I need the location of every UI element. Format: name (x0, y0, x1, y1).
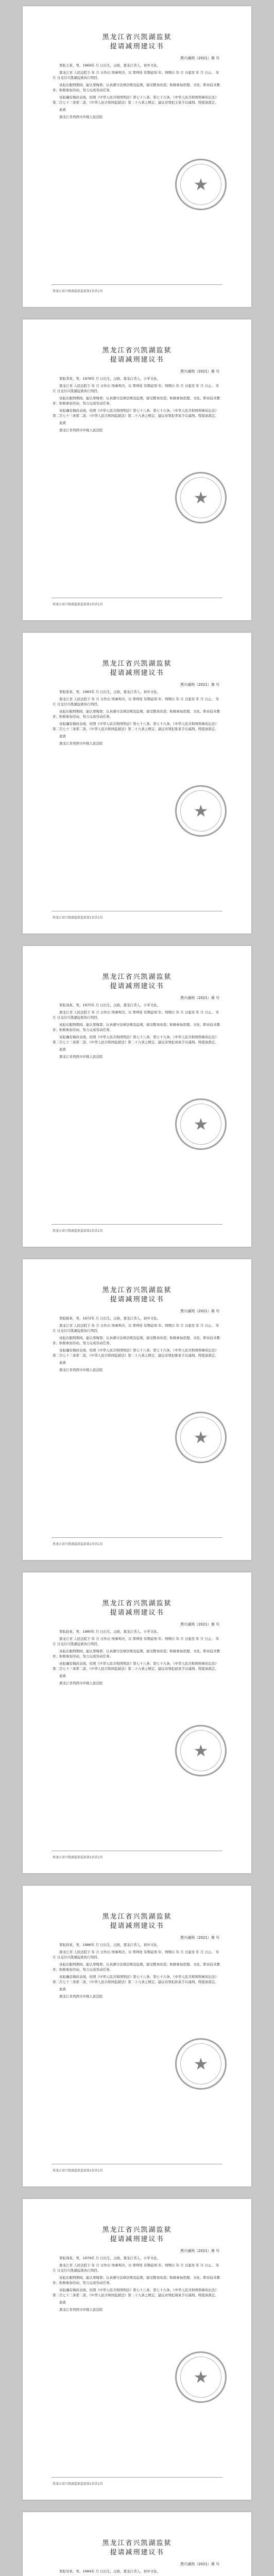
body-paragraph: 该犯在服刑期间，能认罪悔罪；认真遵守法律法规及监规，接受教育改造；积极参加思想、文化、职业技术教育；积极参加劳动，努力完成劳动任务。 (53, 1336, 220, 1345)
title-organization: 黑龙江省兴凯湖监狱 (102, 660, 172, 668)
body-paragraph: 黑龙江省鸡西市中级人民法院 (59, 1055, 103, 1059)
title-organization: 黑龙江省兴凯湖监狱 (102, 1600, 172, 1607)
document-number: 黑兴减刑（2021）第 号 (180, 2562, 219, 2566)
official-seal-stamp (175, 1725, 227, 1776)
official-seal-stamp (175, 2351, 227, 2403)
body-paragraph: 罪犯陈某，男，1972年 月 日出生，汉族，黑龙江省人，初中文化。 (59, 1316, 161, 1320)
body-paragraph: 黑龙江省鸡西市中级人民法院 (59, 741, 103, 745)
document-number: 黑兴减刑（2021）第 号 (180, 1936, 219, 1940)
body-paragraph: 该犯确有悔改表现，依照《中华人民共和国刑法》第七十八条、第七十九条，《中华人民共和国刑事诉讼法》第二百七十三条第二款，《中华人民共和国监狱法》第二十九条之规定，建议对罪犯陈某予以减刑。特提请裁定。 (53, 1348, 218, 1358)
body-paragraph: 罪犯王某，男，1969年 月 日出生，汉族，黑龙江省人，初中文化。 (59, 63, 161, 67)
body-paragraph: 此致 (59, 421, 66, 425)
document-body (53, 1942, 221, 2001)
document-number: 黑兴减刑（2021）第 号 (180, 56, 219, 60)
title-organization: 黑龙江省兴凯湖监狱 (102, 1913, 172, 1921)
title-organization: 黑龙江省兴凯湖监狱 (102, 2226, 172, 2234)
body-paragraph: 该犯确有悔改表现，依照《中华人民共和国刑法》第七十八条、第七十九条，《中华人民共和国刑事诉讼法》第二百七十三条第二款，《中华人民共和国监狱法》第二十九条之规定，建议对罪犯李某予以减刑。特提请裁定。 (53, 409, 218, 418)
page-title (23, 1599, 251, 1618)
page-title (23, 2226, 251, 2244)
body-paragraph: 罪犯张某，男，1983年 月 日出生，汉族，黑龙江省人，初中文化。 (59, 690, 161, 694)
body-paragraph: 该犯在服刑期间，能认罪悔罪；认真遵守法律法规及监规，接受教育改造；积极参加思想、文化、职业技术教育；积极参加劳动，努力完成劳动任务。 (53, 2276, 220, 2285)
title-document-type: 提请减刑建议书 (110, 1296, 164, 1303)
document-page (23, 1259, 251, 1560)
title-organization: 黑龙江省兴凯湖监狱 (102, 347, 172, 354)
document-number: 黑兴减刑（2021）第 号 (180, 2249, 219, 2253)
body-paragraph: 该犯在服刑期间，能认罪悔罪；认真遵守法律法规及监规，接受教育改造；积极参加思想、文化、职业技术教育；积极参加劳动，努力完成劳动任务。 (53, 1023, 220, 1032)
document-page (23, 319, 251, 620)
body-paragraph: 黑龙江省鸡西市中级人民法院 (59, 428, 103, 432)
document-page (23, 633, 251, 934)
body-paragraph: 该犯在服刑期间，能认罪悔罪；认真遵守法律法规及监规，接受教育改造；积极参加思想、文化、职业技术教育；积极参加劳动，努力完成劳动任务。 (53, 396, 220, 405)
page-footer: 黑龙江省兴凯湖监狱监狱第1页共1页 (53, 916, 103, 920)
body-paragraph: 此致 (59, 1361, 66, 1365)
official-seal-stamp (175, 1412, 227, 1463)
document-body (53, 63, 221, 122)
document-page (23, 1886, 251, 2187)
body-paragraph: 此致 (59, 108, 66, 112)
official-seal-stamp (175, 472, 227, 523)
document-page (23, 1572, 251, 1873)
body-paragraph: 此致 (59, 2300, 66, 2304)
body-paragraph: 黑龙江省 人民法院于 年 月 日作出 刑事判决，以 罪判处 有期徒刑 年。刑期自 年 月 日起至 年 月 日止。 年 月 日交付兴凯湖监狱执行刑罚。 (53, 71, 219, 80)
page-title (23, 2539, 251, 2557)
page-footer: 黑龙江省兴凯湖监狱监狱第1页共1页 (53, 1229, 103, 1233)
title-organization: 黑龙江省兴凯湖监狱 (102, 973, 172, 981)
body-paragraph: 罪犯刘某，男，1975年 月 日出生，汉族，黑龙江省人，小学文化。 (59, 1003, 161, 1007)
body-paragraph: 黑龙江省 人民法院于 年 月 日作出 刑事判决，以 罪判处 有期徒刑 年。刑期自 年 月 日起至 年 月 日止。 年 月 日交付兴凯湖监狱执行刑罚。 (53, 2263, 219, 2273)
document-body (53, 376, 221, 435)
title-organization: 黑龙江省兴凯湖监狱 (102, 2539, 172, 2547)
footer-divider (52, 1224, 222, 1225)
document-number: 黑兴减刑（2021）第 号 (180, 1309, 219, 1313)
seal-star-icon: ★ (193, 1741, 209, 1760)
title-document-type: 提请减刑建议书 (110, 43, 164, 50)
page-title (23, 33, 251, 52)
footer-divider (52, 2477, 222, 2478)
document-page (23, 2199, 251, 2500)
title-document-type: 提请减刑建议书 (110, 356, 164, 364)
body-paragraph: 黑龙江省 人民法院于 年 月 日作出 刑事判决，以 罪判处 有期徒刑 年。刑期自 年 月 日起至 年 月 日止。 年 月 日交付兴凯湖监狱执行刑罚。 (53, 384, 219, 393)
document-body (53, 689, 221, 748)
body-paragraph: 黑龙江省鸡西市中级人民法院 (59, 1368, 103, 1372)
title-document-type: 提请减刑建议书 (110, 2235, 164, 2243)
page-footer: 黑龙江省兴凯湖监狱监狱第1页共1页 (53, 290, 103, 293)
seal-star-icon: ★ (193, 2367, 209, 2387)
title-organization: 黑龙江省兴凯湖监狱 (102, 1286, 172, 1294)
document-body (53, 1316, 221, 1375)
body-paragraph: 该犯在服刑期间，能认罪悔罪；认真遵守法律法规及监规，接受教育改造；积极参加思想、文化、职业技术教育；积极参加劳动，努力完成劳动任务。 (53, 709, 220, 719)
page-footer: 黑龙江省兴凯湖监狱监狱第1页共1页 (53, 603, 103, 606)
footer-divider (52, 1537, 222, 1538)
page-title (23, 973, 251, 991)
body-paragraph: 该犯确有悔改表现，依照《中华人民共和国刑法》第七十八条、第七十九条，《中华人民共和国刑事诉讼法》第二百七十三条第二款，《中华人民共和国监狱法》第二十九条之规定，建议对罪犯周某予以减刑。特提请裁定。 (53, 2288, 218, 2297)
body-paragraph: 该犯确有悔改表现，依照《中华人民共和国刑法》第七十八条、第七十九条，《中华人民共和国刑事诉讼法》第二百七十三条第二款，《中华人民共和国监狱法》第二十九条之规定，建议对罪犯刘某予以减刑。特提请裁定。 (53, 1035, 218, 1044)
title-organization: 黑龙江省兴凯湖监狱 (102, 33, 172, 41)
official-seal-stamp (175, 785, 227, 837)
title-document-type: 提请减刑建议书 (110, 982, 164, 990)
body-paragraph: 黑龙江省鸡西市中级人民法院 (59, 1994, 103, 1998)
official-seal-stamp (175, 2038, 227, 2090)
document-number: 黑兴减刑（2021）第 号 (180, 1622, 219, 1626)
body-paragraph: 黑龙江省 人民法院于 年 月 日作出 刑事判决，以 罪判处 有期徒刑 年。刑期自 年 月 日起至 年 月 日止。 年 月 日交付兴凯湖监狱执行刑罚。 (53, 1324, 219, 1333)
document-number: 黑兴减刑（2021）第 号 (180, 683, 219, 687)
body-paragraph: 该犯在服刑期间，能认罪悔罪；认真遵守法律法规及监规，接受教育改造；积极参加思想、文化、职业技术教育；积极参加劳动，努力完成劳动任务。 (53, 1649, 220, 1658)
body-paragraph: 该犯确有悔改表现，依照《中华人民共和国刑法》第七十八条、第七十九条，《中华人民共和国刑事诉讼法》第二百七十三条第二款，《中华人民共和国监狱法》第二十九条之规定，建议对罪犯张某予以减刑。特提请裁定。 (53, 722, 218, 731)
page-footer: 黑龙江省兴凯湖监狱监狱第1页共1页 (53, 2482, 103, 2486)
body-paragraph: 罪犯孙某，男，1986年 月 日出生，汉族，黑龙江省人，初中文化。 (59, 1943, 161, 1947)
page-footer: 黑龙江省兴凯湖监狱监狱第1页共1页 (53, 1856, 103, 1859)
document-body (53, 1003, 221, 1061)
page-title (23, 659, 251, 678)
title-document-type: 提请减刑建议书 (110, 1609, 164, 1617)
body-paragraph: 黑龙江省 人民法院于 年 月 日作出 刑事判决，以 罪判处 有期徒刑 年。刑期自 年 月 日起至 年 月 日止。 年 月 日交付兴凯湖监狱执行刑罚。 (53, 697, 219, 706)
body-paragraph: 罪犯李某，男，1978年 月 日出生，汉族，黑龙江省人，小学文化。 (59, 377, 161, 381)
seal-star-icon: ★ (193, 1428, 209, 1447)
body-paragraph: 罪犯吴某，男，1984年 月 日出生，汉族，黑龙江省人，初中文化。 (59, 2569, 161, 2573)
seal-star-icon: ★ (193, 801, 209, 821)
body-paragraph: 罪犯周某，男，1979年 月 日出生，汉族，黑龙江省人，小学文化。 (59, 2256, 161, 2260)
footer-divider (52, 284, 222, 285)
body-paragraph: 黑龙江省 人民法院于 年 月 日作出 刑事判决，以 罪判处 有期徒刑 年。刑期自 年 月 日起至 年 月 日止。 年 月 日交付兴凯湖监狱执行刑罚。 (53, 1637, 219, 1646)
seal-star-icon: ★ (193, 488, 209, 507)
body-paragraph: 此致 (59, 1987, 66, 1991)
official-seal-stamp (175, 159, 227, 210)
body-paragraph: 此致 (59, 734, 66, 738)
document-page (23, 6, 251, 307)
body-paragraph: 黑龙江省 人民法院于 年 月 日作出 刑事判决，以 罪判处 有期徒刑 年。刑期自 年 月 日起至 年 月 日止。 年 月 日交付兴凯湖监狱执行刑罚。 (53, 1950, 219, 1959)
page-title (23, 1286, 251, 1304)
document-body (53, 2569, 221, 2576)
body-paragraph: 该犯在服刑期间，能认罪悔罪；认真遵守法律法规及监规，接受教育改造；积极参加思想、文化、职业技术教育；积极参加劳动，努力完成劳动任务。 (53, 83, 220, 92)
document-number: 黑兴减刑（2021）第 号 (180, 369, 219, 374)
document-body (53, 2256, 221, 2314)
page-footer: 黑龙江省兴凯湖监狱监狱第1页共1页 (53, 2169, 103, 2173)
body-paragraph: 此致 (59, 1674, 66, 1678)
body-paragraph: 该犯确有悔改表现，依照《中华人民共和国刑法》第七十八条、第七十九条，《中华人民共和国刑事诉讼法》第二百七十三条第二款，《中华人民共和国监狱法》第二十九条之规定，建议对罪犯王某予以减刑。特提请裁定。 (53, 95, 218, 105)
title-document-type: 提请减刑建议书 (110, 1922, 164, 1930)
body-paragraph: 该犯确有悔改表现，依照《中华人民共和国刑法》第七十八条、第七十九条，《中华人民共和国刑事诉讼法》第二百七十三条第二款，《中华人民共和国监狱法》第二十九条之规定，建议对罪犯赵某予以减刑。特提请裁定。 (53, 1662, 218, 1671)
document-page (23, 2512, 251, 2576)
body-paragraph: 该犯确有悔改表现，依照《中华人民共和国刑法》第七十八条、第七十九条，《中华人民共和国刑事诉讼法》第二百七十三条第二款，《中华人民共和国监狱法》第二十九条之规定，建议对罪犯孙某予以减刑。特提请裁定。 (53, 1975, 218, 1984)
document-number: 黑兴减刑（2021）第 号 (180, 996, 219, 1000)
title-document-type: 提请减刑建议书 (110, 669, 164, 677)
official-seal-stamp (175, 1098, 227, 1150)
body-paragraph: 此致 (59, 1047, 66, 1052)
page-title (23, 1912, 251, 1931)
body-paragraph: 黑龙江省鸡西市中级人民法院 (59, 1681, 103, 1685)
page-title (23, 346, 251, 365)
body-paragraph: 黑龙江省鸡西市中级人民法院 (59, 2308, 103, 2312)
body-paragraph: 黑龙江省鸡西市中级人民法院 (59, 115, 103, 119)
title-document-type: 提请减刑建议书 (110, 2549, 164, 2556)
seal-star-icon: ★ (193, 1114, 209, 1134)
document-body (53, 1629, 221, 1688)
seal-star-icon: ★ (193, 2054, 209, 2074)
body-paragraph: 该犯在服刑期间，能认罪悔罪；认真遵守法律法规及监规，接受教育改造；积极参加思想、文化、职业技术教育；积极参加劳动，努力完成劳动任务。 (53, 1962, 220, 1972)
body-paragraph: 罪犯赵某，男，1980年 月 日出生，汉族，黑龙江省人，小学文化。 (59, 1630, 161, 1634)
document-page (23, 946, 251, 1247)
body-paragraph: 黑龙江省 人民法院于 年 月 日作出 刑事判决，以 罪判处 有期徒刑 年。刑期自 年 月 日起至 年 月 日止。 年 月 日交付兴凯湖监狱执行刑罚。 (53, 1010, 219, 1020)
seal-star-icon: ★ (193, 175, 209, 194)
page-footer: 黑龙江省兴凯湖监狱监狱第1页共1页 (53, 1543, 103, 1546)
